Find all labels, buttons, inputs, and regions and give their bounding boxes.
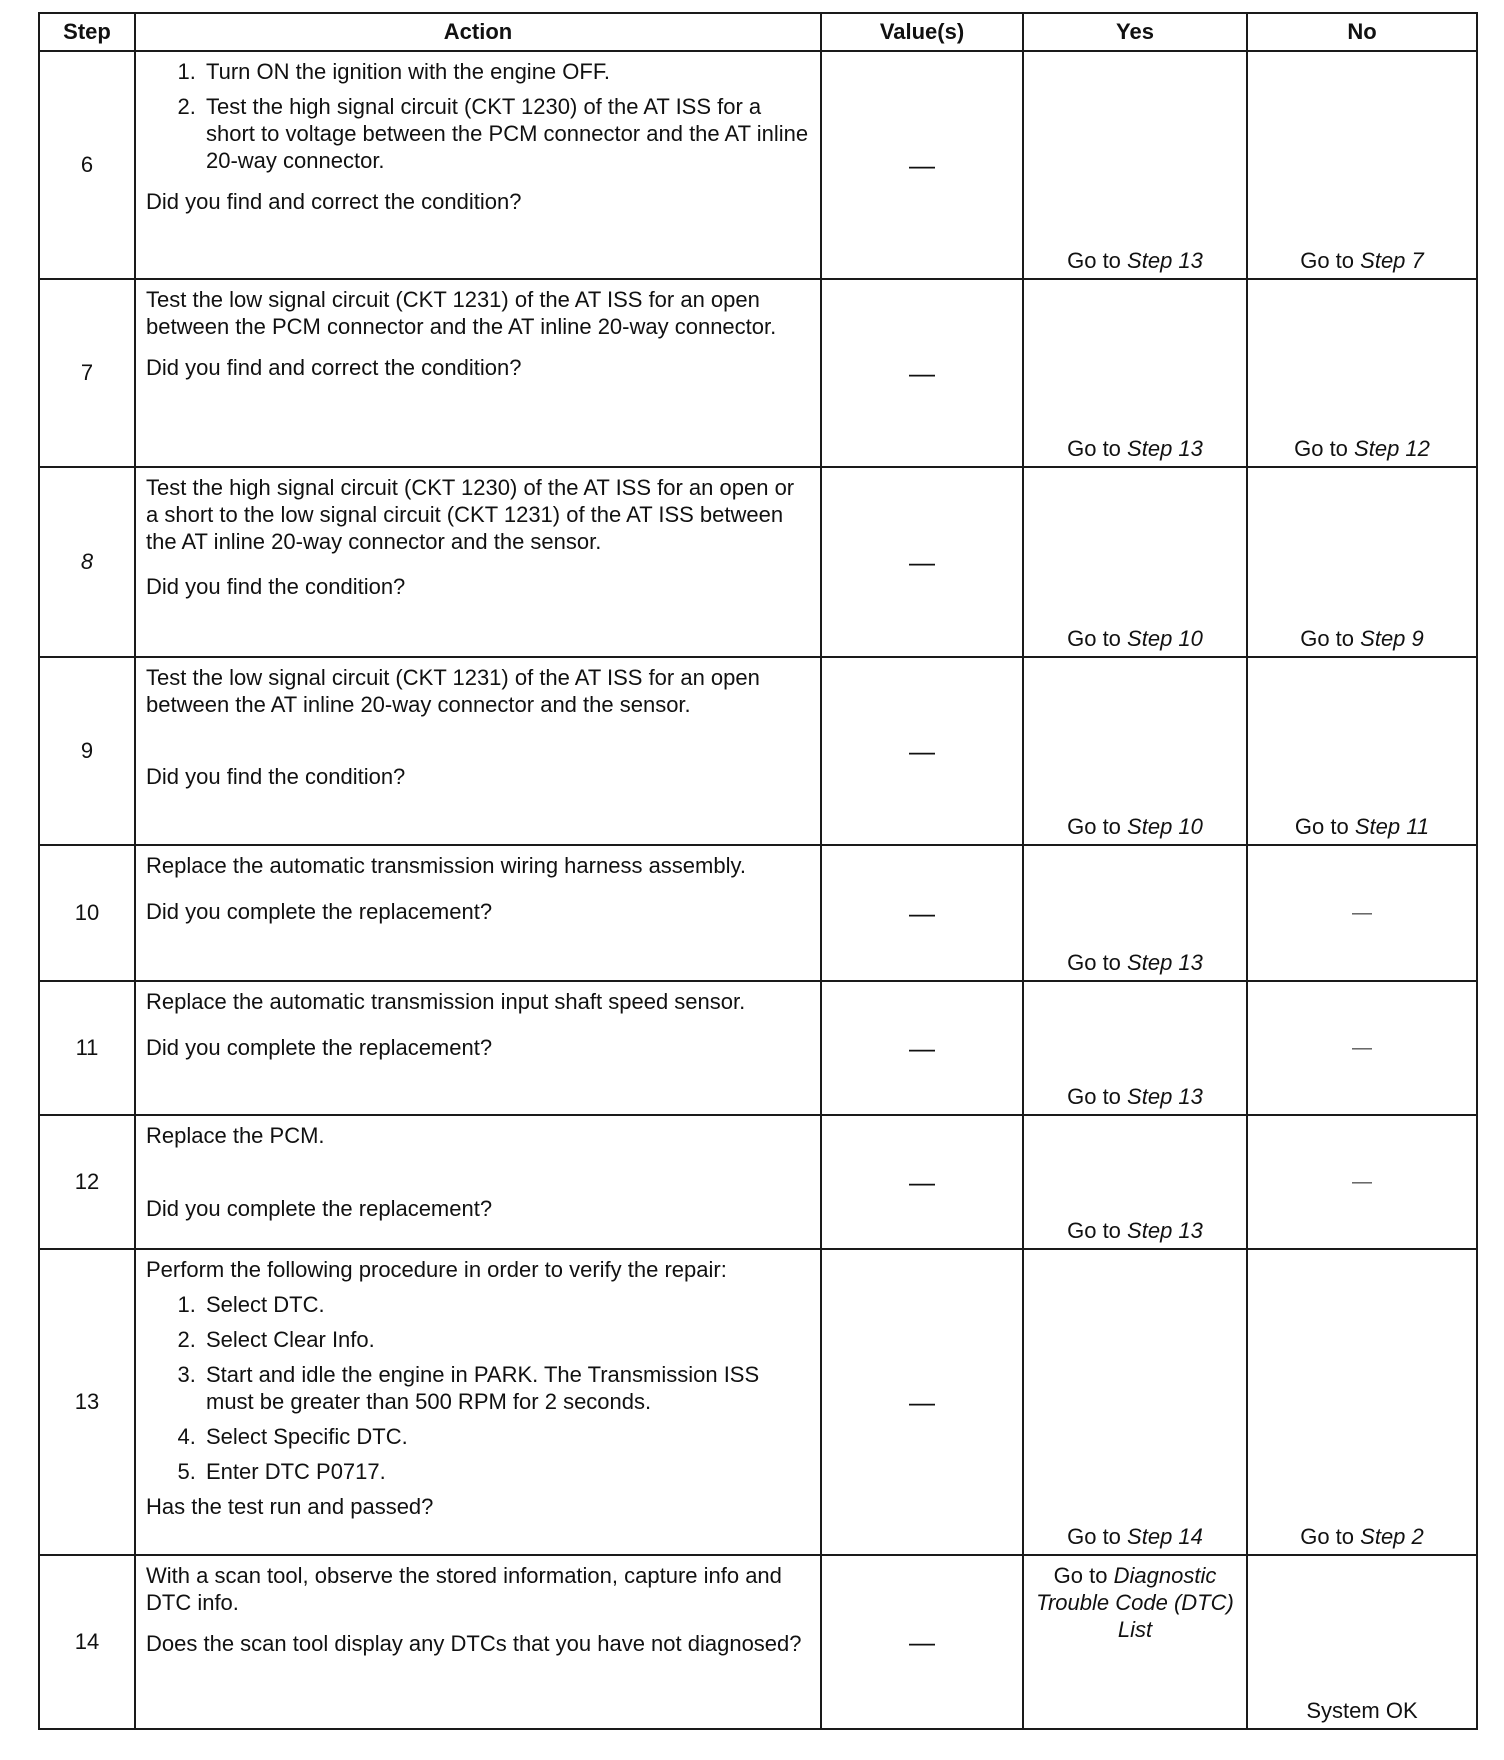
action-list [146, 1291, 810, 1485]
action-cell [135, 467, 821, 657]
system-ok-cell: System OK [1247, 1555, 1477, 1729]
action-text: Test the low signal circuit (CKT 1231) of the AT ISS for an open between the AT inline 20-way connector and the sensor. [146, 665, 760, 717]
no-cell [1247, 279, 1477, 467]
table-row [39, 657, 1477, 845]
step-number: 14 [39, 1555, 135, 1729]
list-item: 2. Select Clear Info. [202, 1326, 810, 1353]
go-to-label: Go to [1067, 626, 1121, 651]
yes-step-link[interactable]: Step 13 [1127, 436, 1203, 461]
yes-cell [1023, 657, 1247, 845]
no-cell [1247, 657, 1477, 845]
action-text: Replace the PCM. [146, 1123, 325, 1148]
header-no: No [1247, 13, 1477, 51]
dtc-list-link[interactable]: Diagnostic Trouble Code (DTC) List [1036, 1563, 1234, 1642]
action-cell [135, 1555, 821, 1729]
go-to-label: Go to [1067, 950, 1121, 975]
no-step-link[interactable]: Step 9 [1360, 626, 1424, 651]
go-to-label: Go to [1067, 1524, 1121, 1549]
yes-cell [1023, 1555, 1247, 1729]
yes-cell [1023, 845, 1247, 981]
header-row [39, 13, 1477, 51]
action-text: Replace the automatic transmission input shaft speed sensor. [146, 989, 746, 1014]
list-item: 5. Enter DTC P0717. [202, 1458, 810, 1485]
question-text: Did you find the condition? [146, 764, 406, 789]
yes-step-link[interactable]: Step 10 [1127, 626, 1203, 651]
step-number: 10 [39, 845, 135, 981]
list-item: 4. Select Specific DTC. [202, 1423, 810, 1450]
table-row [39, 981, 1477, 1115]
value-cell: — [821, 279, 1023, 467]
action-text: With a scan tool, observe the stored information, capture info and DTC info. [146, 1563, 782, 1615]
yes-step-link[interactable]: Step 13 [1127, 1084, 1203, 1109]
table-row [39, 279, 1477, 467]
go-to-label: Go to [1067, 436, 1121, 461]
action-text: Replace the automatic transmission wiring harness assembly. [146, 853, 746, 878]
yes-cell [1023, 467, 1247, 657]
go-to-label: Go to [1300, 248, 1355, 273]
action-cell [135, 657, 821, 845]
yes-step-link[interactable]: Step 14 [1127, 1524, 1203, 1549]
value-cell: — [821, 1249, 1023, 1555]
go-to-label: Go to [1067, 1218, 1121, 1243]
action-cell [135, 279, 821, 467]
question-text: Did you find the condition? [146, 574, 406, 599]
table-row [39, 1555, 1477, 1729]
action-intro: Perform the following procedure in order to verify the repair: [146, 1257, 727, 1282]
question-text: Does the scan tool display any DTCs that you have not diagnosed? [146, 1631, 802, 1656]
table-row [39, 467, 1477, 657]
action-cell [135, 1249, 821, 1555]
question-text: Did you find and correct the condition? [146, 355, 522, 380]
yes-step-link[interactable]: Step 13 [1127, 1218, 1203, 1243]
yes-cell [1023, 279, 1247, 467]
no-step-link[interactable]: Step 12 [1354, 436, 1430, 461]
action-cell [135, 1115, 821, 1249]
yes-step-link[interactable]: Step 13 [1127, 248, 1203, 273]
header-yes: Yes [1023, 13, 1247, 51]
no-cell: — [1247, 845, 1477, 981]
question-text: Did you complete the replacement? [146, 1035, 493, 1060]
list-item: 2. Test the high signal circuit (CKT 1230) of the AT ISS for a short to voltage between the PCM connector and the AT inline 20-way connector. [202, 93, 810, 174]
table-row [39, 1249, 1477, 1555]
no-cell [1247, 51, 1477, 279]
go-to-label: Go to [1294, 814, 1349, 839]
step-number: 8 [39, 467, 135, 657]
action-cell [135, 51, 821, 279]
question-text: Has the test run and passed? [146, 1494, 434, 1519]
yes-cell [1023, 981, 1247, 1115]
yes-cell [1023, 1249, 1247, 1555]
yes-cell [1023, 51, 1247, 279]
value-cell: — [821, 1115, 1023, 1249]
go-to-label: Go to [1067, 248, 1121, 273]
value-cell: — [821, 1555, 1023, 1729]
yes-cell [1023, 1115, 1247, 1249]
step-number: 6 [39, 51, 135, 279]
step-number: 7 [39, 279, 135, 467]
table-row [39, 51, 1477, 279]
action-cell [135, 981, 821, 1115]
go-to-label: Go to [1067, 1084, 1121, 1109]
question-text: Did you find and correct the condition? [146, 189, 522, 214]
diagnostic-table [38, 12, 1478, 1730]
value-cell: — [821, 467, 1023, 657]
no-step-link[interactable]: Step 7 [1360, 248, 1424, 273]
value-cell: — [821, 845, 1023, 981]
go-to-label: Go to [1053, 1563, 1108, 1588]
question-text: Did you complete the replacement? [146, 899, 493, 924]
step-number: 9 [39, 657, 135, 845]
value-cell: — [821, 51, 1023, 279]
list-item: 1. Select DTC. [202, 1291, 810, 1318]
header-step: Step [39, 13, 135, 51]
step-number: 13 [39, 1249, 135, 1555]
value-cell: — [821, 981, 1023, 1115]
go-to-label: Go to [1294, 436, 1348, 461]
no-cell [1247, 467, 1477, 657]
go-to-label: Go to [1300, 626, 1355, 651]
action-cell [135, 845, 821, 981]
no-step-link[interactable]: Step 2 [1360, 1524, 1424, 1549]
step-number: 12 [39, 1115, 135, 1249]
no-cell: — [1247, 981, 1477, 1115]
go-to-label: Go to [1300, 1524, 1355, 1549]
yes-step-link[interactable]: Step 10 [1127, 814, 1203, 839]
list-item: 3. Start and idle the engine in PARK. The Transmission ISS must be greater than 500 RPM for 2 seconds. [202, 1361, 810, 1415]
value-cell: — [821, 657, 1023, 845]
no-step-link[interactable]: Step 11 [1354, 814, 1430, 839]
action-list [146, 58, 810, 174]
table-row [39, 1115, 1477, 1249]
no-cell: — [1247, 1115, 1477, 1249]
header-action: Action [135, 13, 821, 51]
header-values: Value(s) [821, 13, 1023, 51]
go-to-label: Go to [1067, 814, 1121, 839]
list-item: 1. Turn ON the ignition with the engine OFF. [202, 58, 810, 85]
no-cell [1247, 1249, 1477, 1555]
question-text: Did you complete the replacement? [146, 1196, 493, 1221]
table-row [39, 845, 1477, 981]
action-text: Test the low signal circuit (CKT 1231) of the AT ISS for an open between the PCM connector and the AT inline 20-way connector. [146, 287, 777, 339]
step-number: 11 [39, 981, 135, 1115]
yes-step-link[interactable]: Step 13 [1127, 950, 1203, 975]
action-text: Test the high signal circuit (CKT 1230) of the AT ISS for an open or a short to the low signal circuit (CKT 1231) of the AT ISS between the AT inline 20-way connector and the sensor. [146, 475, 795, 554]
